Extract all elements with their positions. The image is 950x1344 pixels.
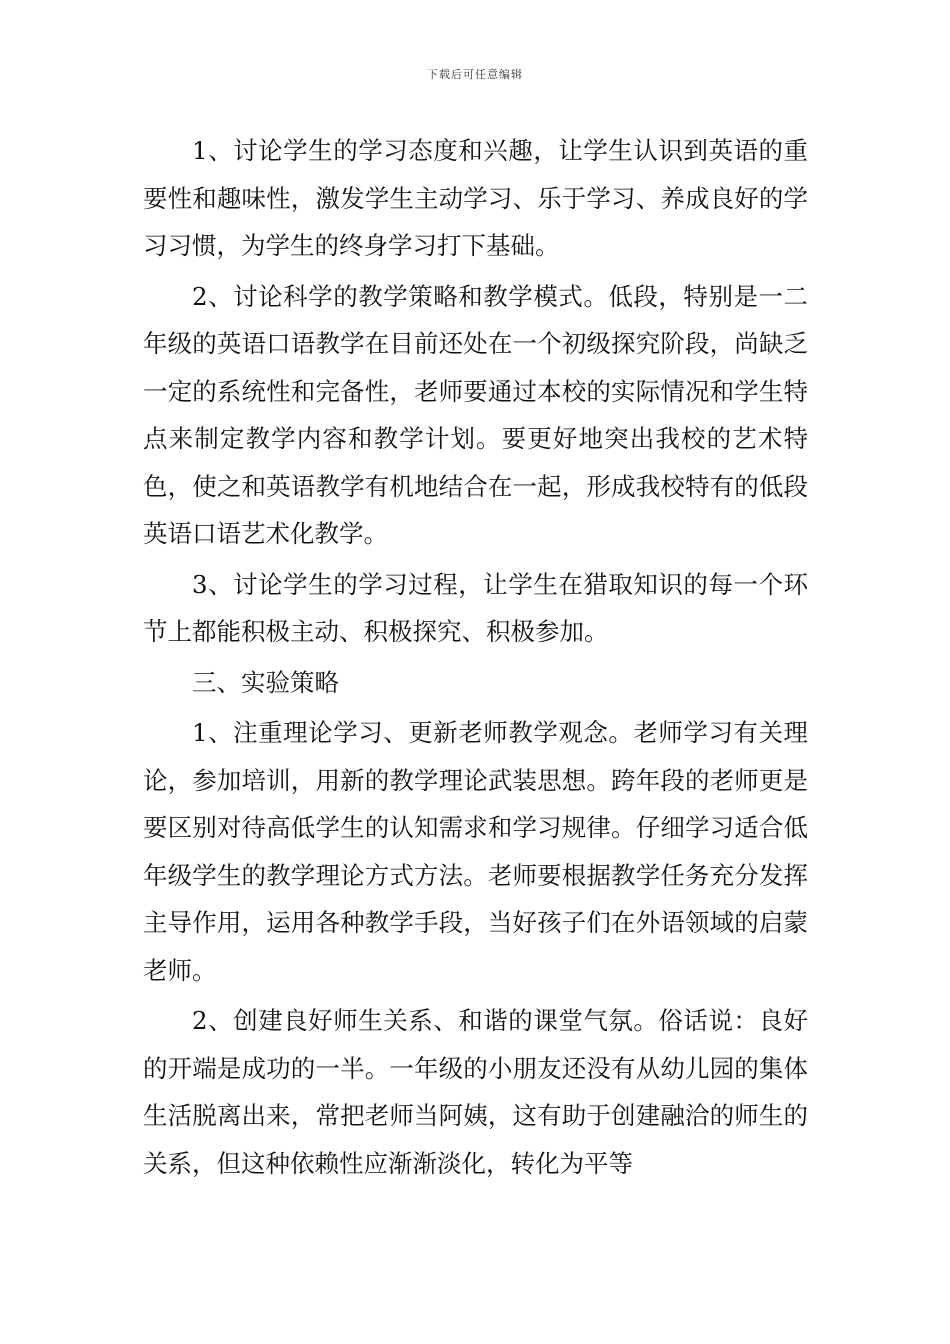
- paragraph-goal-3: 3、讨论学生的学习过程，让学生在猎取知识的每一个环节上都能积极主动、积极探究、积极参加。: [143, 569, 808, 646]
- paragraph-goal-2: 2、讨论科学的教学策略和教学模式。低段，特别是一二年级的英语口语教学在目前还处在一个初级探究阶段，尚缺乏一定的系统性和完备性，老师要通过本校的实际情况和学生特点来制定教学内容和教学计划。要更好地突出我校的艺术特色，使之和英语教学有机地结合在一起，形成我校特有的低段英语口语艺术化教学。: [143, 281, 808, 548]
- paragraph-strategy-1: 1、注重理论学习、更新老师教学观念。老师学习有关理论，参加培训，用新的教学理论武装思想。跨年段的老师更是要区别对待高低学生的认知需求和学习规律。仔细学习适合低年级学生的教学理论方式方法。老师要根据教学任务充分发挥主导作用，运用各种教学手段，当好孩子们在外语领域的启蒙老师。: [143, 718, 808, 985]
- paragraph-strategy-2: 2、创建良好师生关系、和谐的课堂气氛。俗话说：良好的开端是成功的一半。一年级的小朋友还没有从幼儿园的集体生活脱离出来，常把老师当阿姨，这有助于创建融洽的师生的关系，但这种依赖性应渐渐淡化，转化为平等: [143, 1006, 808, 1178]
- section-heading-strategy: 三、实验策略: [192, 667, 339, 697]
- document-body: [143, 127, 808, 1190]
- paragraph-goal-1: 1、讨论学生的学习态度和兴趣，让学生认识到英语的重要性和趣味性，激发学生主动学习、乐于学习、养成良好的学习习惯，为学生的终身学习打下基础。: [143, 136, 808, 260]
- page-header-note: 下载后可任意编辑: [427, 68, 523, 81]
